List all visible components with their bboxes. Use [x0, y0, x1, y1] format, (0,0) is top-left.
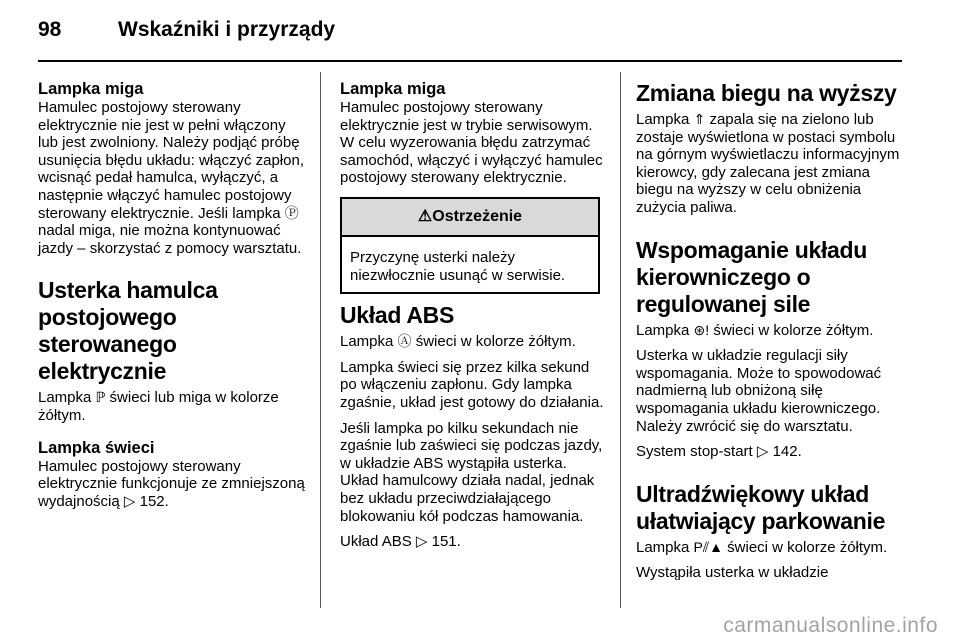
page-number: 98: [38, 18, 62, 41]
paragraph: Lampka ⊛! świeci w kolorze żółtym.: [636, 321, 874, 339]
column-1: [38, 80, 308, 510]
column-divider-1: [320, 72, 321, 608]
paragraph: Jeśli lampka po kilku sekundach nie zgaśnie lub zaświeci się podczas jazdy, w układzie ABS wystąpiła usterka. Układ hamulcowy działa nadal, jednak bez układu przeciwdziałającego blokowaniu kół podczas hamowania.: [340, 419, 603, 525]
abs-icon: Ⓐ: [397, 333, 412, 350]
column-3: [636, 80, 906, 582]
section-heading: Układ ABS: [340, 302, 455, 329]
section-heading: Lampka miga: [38, 80, 144, 98]
page-ref[interactable]: 152.: [139, 492, 169, 510]
column-2: [340, 80, 604, 551]
paragraph: System stop-start ▷ 142.: [636, 443, 802, 461]
section-heading: Usterka hamulca postojowego sterowanego elektrycznie: [38, 277, 218, 385]
section-heading: Ultradźwiękowy układ ułatwiający parkowanie: [636, 480, 886, 534]
page-ref-arrow-icon: ▷: [756, 443, 769, 461]
page-ref[interactable]: 142.: [772, 443, 802, 461]
section-heading: Wspomaganie układu kierowniczego o regulowanej sile: [636, 236, 868, 317]
paragraph: Lampka ⇑ zapala się na zielono lub zostaje wyświetlona w postaci symbolu na górnym wyświetlaczu informacyjnym kierowcy, gdy zalecana jest zmiana biegu na wyższy w celu obniżenia zużycia paliwa.: [636, 111, 900, 216]
page-title: Wskaźniki i przyrządy: [118, 18, 336, 41]
warning-header: ⚠Ostrzeżenie: [342, 199, 598, 237]
page-ref-arrow-icon: ▷: [415, 533, 428, 551]
parking-brake-icon: Ⓟ: [284, 204, 299, 221]
page-header: [38, 10, 908, 50]
parking-brake-fault-icon: ℙ: [95, 389, 106, 406]
section-heading: Zmiana biegu na wyższy: [636, 80, 897, 106]
paragraph: Hamulec postojowy sterowany elektrycznie funkcjonuje ze zmniejszoną wydajnością ▷ 152.: [38, 457, 305, 510]
section-heading: Lampka świeci: [38, 438, 155, 457]
section-heading: Lampka miga: [340, 80, 446, 98]
paragraph: Układ ABS ▷ 151.: [340, 533, 461, 551]
paragraph: Wystąpiła usterka w układzie: [636, 564, 829, 582]
column-divider-2: [620, 72, 621, 608]
warning-box: [340, 197, 600, 294]
paragraph: Lampka ℙ świeci lub miga w kolorze żółtym.: [38, 389, 279, 424]
header-rule: [38, 60, 902, 62]
warning-text: Przyczynę usterki należy niezwłocznie usunąć w serwisie.: [350, 248, 566, 284]
page-ref[interactable]: 151.: [431, 533, 461, 551]
parking-sensor-icon: P⫽▲: [693, 538, 723, 555]
paragraph: Lampka P⫽▲ świeci w kolorze żółtym.: [636, 538, 888, 556]
paragraph: Lampka Ⓐ świeci w kolorze żółtym.: [340, 333, 576, 351]
page-ref-arrow-icon: ▷: [123, 492, 136, 510]
watermark: carmanualsonline.info: [723, 614, 938, 637]
paragraph: Lampka świeci się przez kilka sekund po włączeniu zapłonu. Gdy lampka zgaśnie, układ jest gotowy do działania.: [340, 358, 604, 411]
paragraph: Usterka w układzie regulacji siły wspomagania. Może to spowodować nadmierną lub obniżoną siłę wspomagania układu kierowniczego. Należy zwrócić się do warsztatu.: [636, 347, 882, 435]
paragraph: Hamulec postojowy sterowany elektrycznie jest w trybie serwisowym. W celu wyzerowania błędu zatrzymać samochód, włączyć i wyłączyć hamulec postojowy sterowany elektrycznie.: [340, 99, 603, 187]
steering-assist-icon: ⊛!: [693, 321, 710, 338]
upshift-icon: ⇑: [693, 111, 706, 127]
warning-triangle-icon: ⚠: [417, 207, 433, 225]
paragraph: Hamulec postojowy sterowany elektrycznie nie jest w pełni włączony lub jest zwolniony. Należy podjąć próbę usunięcia błędu układu: włączyć zapłon, wcisnąć pedał hamulca, wyłączyć, a następnie włączyć hamulec postojowy sterowany elektrycznie. Jeśli lampka Ⓟ nadal miga, nie można kontynuować jazdy – skorzystać z pomocy warsztatu.: [38, 99, 304, 257]
